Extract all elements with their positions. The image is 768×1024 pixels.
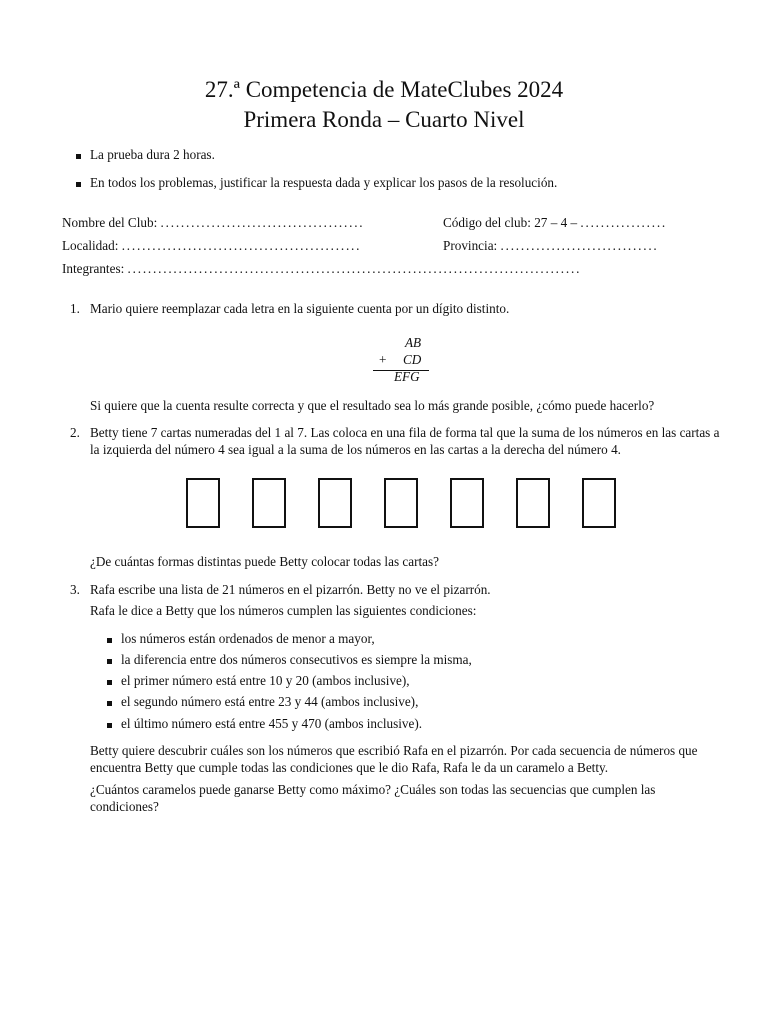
problem-1-statement: Mario quiere reemplazar cada letra en la siguiente cuenta por un dígito distinto. xyxy=(90,301,510,316)
members-dots: ......................................................................................... xyxy=(127,261,582,276)
condition-item: el segundo número está entre 23 y 44 (ambos inclusive), xyxy=(121,694,419,709)
bullet-icon xyxy=(107,638,112,643)
bullet-icon xyxy=(107,701,112,706)
card-slot xyxy=(252,478,286,528)
condition-item: el último número está entre 455 y 470 (ambos inclusive). xyxy=(121,716,423,731)
condition-item: el primer número está entre 10 y 20 (ambos inclusive), xyxy=(121,673,410,688)
card-slot xyxy=(516,478,550,528)
problem-2-statement: Betty tiene 7 cartas numeradas del 1 al 7. Las coloca en una fila de forma tal que la suma de los números en las cartas a la izquierda del número 4 sea igual a la suma de los números en las cartas a la derecha del número 4. xyxy=(90,425,720,457)
club-name-dots: ........................................ xyxy=(160,215,365,230)
locality-field[interactable] xyxy=(62,237,361,254)
club-name-label: Nombre del Club: xyxy=(62,215,158,230)
bullet-icon xyxy=(107,723,112,728)
problem-1-number: 1. xyxy=(70,301,80,316)
members-field[interactable] xyxy=(62,260,581,277)
sum-addend-top: AB xyxy=(405,335,422,350)
bullet-icon xyxy=(76,182,81,187)
bullet-icon xyxy=(76,154,81,159)
club-name-field[interactable] xyxy=(62,214,364,231)
condition-item: la diferencia entre dos números consecutivos es siempre la misma, xyxy=(121,652,472,667)
province-dots: ............................... xyxy=(500,238,659,253)
card-slot xyxy=(384,478,418,528)
problem-3-paragraph: Betty quiere descubrir cuáles son los números que escribió Rafa en el pizarrón. Por cada secuencia de números que encuentra Betty que cumple todas las condiciones que le dio Rafa, Rafa le da un caramelo a Betty. xyxy=(90,743,698,775)
bullet-icon xyxy=(107,659,112,664)
sum-result: EFG xyxy=(394,369,420,384)
instruction-duration: La prueba dura 2 horas. xyxy=(90,147,215,162)
card-slot xyxy=(450,478,484,528)
locality-label: Localidad: xyxy=(62,238,119,253)
province-label: Provincia: xyxy=(443,238,498,253)
card-slot xyxy=(582,478,616,528)
bullet-icon xyxy=(107,680,112,685)
instruction-justify: En todos los problemas, justificar la respuesta dada y explicar los pasos de la resolución. xyxy=(90,175,558,190)
problem-1-question: Si quiere que la cuenta resulte correcta y que el resultado sea lo más grande posible, ¿cómo puede hacerlo? xyxy=(90,398,655,413)
problem-2-question: ¿De cuántas formas distintas puede Betty colocar todas las cartas? xyxy=(90,554,439,569)
club-code-dots: ................. xyxy=(580,215,668,230)
problem-3-lead: Rafa le dice a Betty que los números cumplen las siguientes condiciones: xyxy=(90,603,477,618)
card-slot xyxy=(318,478,352,528)
problem-3-intro: Rafa escribe una lista de 21 números en el pizarrón. Betty no ve el pizarrón. xyxy=(90,582,491,597)
exam-title: 27.ª Competencia de MateClubes 2024 xyxy=(204,77,564,102)
plus-icon: + xyxy=(379,352,387,367)
exam-subtitle: Primera Ronda – Cuarto Nivel xyxy=(243,107,525,132)
club-code-label: Código del club: 27 – 4 – xyxy=(443,215,578,230)
condition-item: los números están ordenados de menor a mayor, xyxy=(121,631,375,646)
problem-3-question: ¿Cuántos caramelos puede ganarse Betty como máximo? ¿Cuáles son todas las secuencias que cumplen las condiciones? xyxy=(90,782,656,814)
problem-2-number: 2. xyxy=(70,425,80,440)
club-code-field[interactable] xyxy=(443,214,667,231)
card-slot xyxy=(186,478,220,528)
problem-3-number: 3. xyxy=(70,582,80,597)
members-label: Integrantes: xyxy=(62,261,125,276)
locality-dots: ............................................... xyxy=(121,238,362,253)
province-field[interactable] xyxy=(443,237,659,254)
sum-addend-middle: CD xyxy=(403,352,422,367)
